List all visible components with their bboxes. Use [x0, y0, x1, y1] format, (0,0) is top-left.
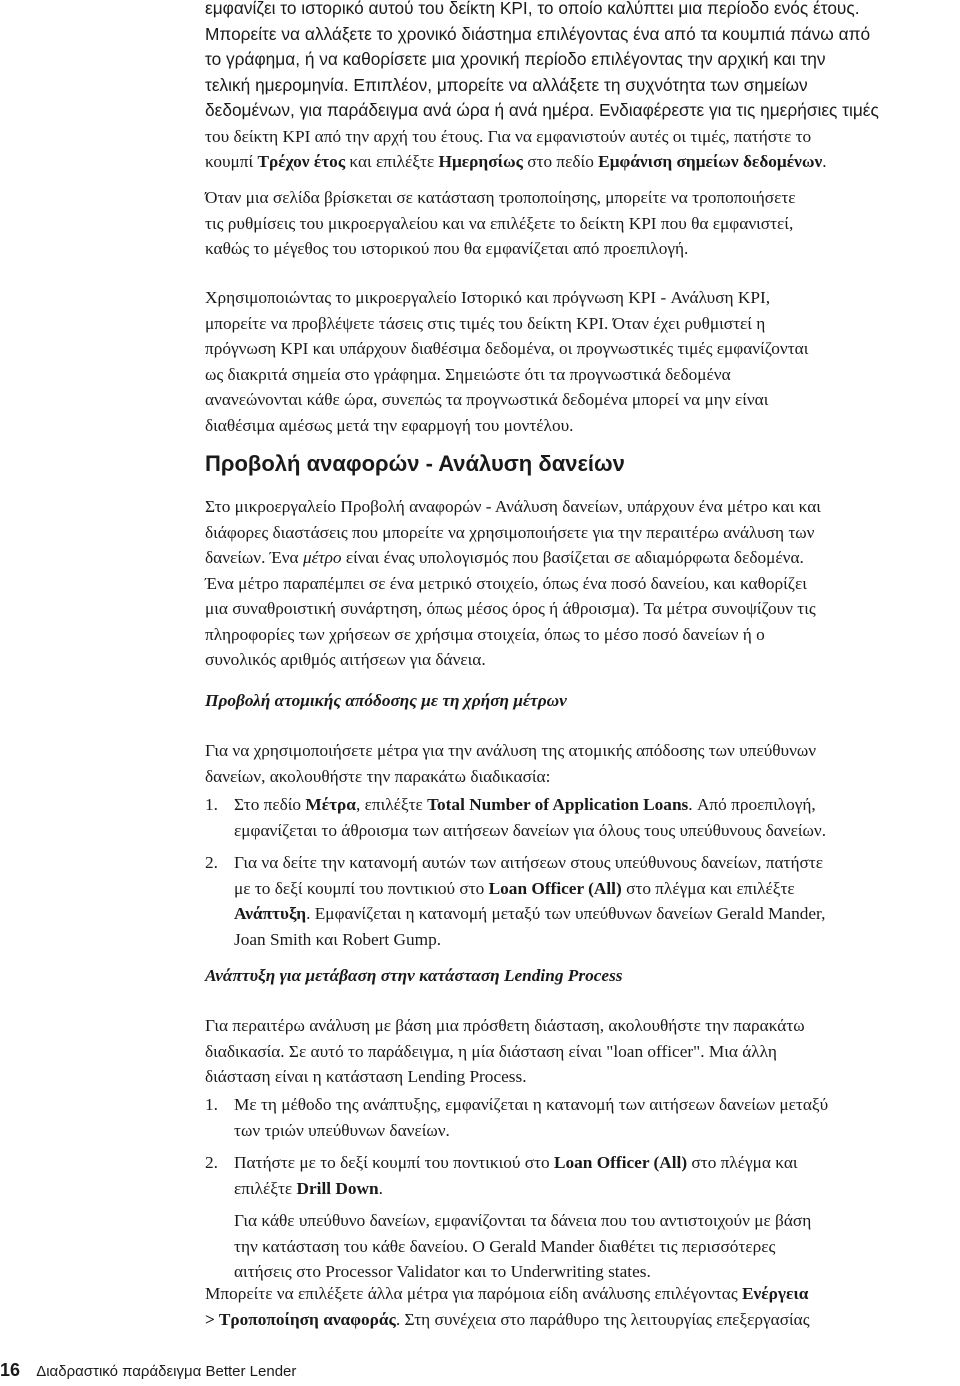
- text-line: Joan Smith και Robert Gump.: [234, 929, 442, 949]
- text-line: Όταν μια σελίδα βρίσκεται σε κατάσταση τροποποίησης, μπορείτε να τροποποιήσετε: [205, 188, 796, 207]
- measure-option-ref: Total Number of Application Loans: [427, 795, 689, 814]
- footer-title: Διαδραστικό παράδειγμα Better Lender: [36, 1363, 297, 1380]
- text-line: ανανεώνονται κάθε ώρα, συνεπώς τα προγνωστικά δεδομένα μπορεί να μην είναι: [205, 390, 769, 409]
- edit-mode-paragraph: [205, 185, 947, 262]
- list-item: [205, 792, 947, 843]
- text-line: δεδομένων, για παράδειγμα ανά ώρα ή ανά ημέρα. Ενδιαφέρεστε για τις ημερήσιες τιμές: [205, 100, 879, 120]
- text-line: διάφορες διαστάσεις που μπορείτε να χρησιμοποιήσετε για την περαιτέρω ανάλυση των: [205, 522, 815, 542]
- expand-option-ref: Ανάπτυξη: [234, 904, 307, 923]
- intro-paragraph: [205, 0, 947, 175]
- text-line: Στο πεδίο Μέτρα, επιλέξτε Total Number of Application Loans. Από προεπιλογή,: [234, 795, 816, 814]
- current-year-button-ref: Τρέχον έτος: [257, 152, 346, 171]
- dimension-paragraph: [205, 1013, 947, 1090]
- text-line: πρόγνωση KPI και υπάρχουν διαθέσιμα δεδομένα, οι προγνωστικές τιμές εμφανίζονται: [205, 339, 809, 358]
- text-line: επιλέξτε Drill Down.: [234, 1178, 383, 1198]
- action-menu-ref: Ενέργεια: [742, 1284, 809, 1303]
- procedure-list: [205, 792, 947, 952]
- text-line: την κατάσταση του κάθε δανείου. O Gerald Mander διαθέτει τις περισσότερες: [234, 1236, 776, 1256]
- list-number: 2.: [205, 853, 218, 872]
- measure-term: μέτρο: [302, 548, 342, 567]
- text-line: Μπορείτε να αλλάξετε το χρονικό διάστημα επιλέγοντας ένα από τα κουμπιά πάνω από: [205, 23, 871, 44]
- modify-report-ref: > Τροποποίηση αναφοράς: [205, 1309, 396, 1329]
- list-item: [205, 850, 947, 952]
- text-line: > Τροποποίηση αναφοράς. Στη συνέχεια στο παράθυρο της λειτουργίας επεξεργασίας: [205, 1309, 810, 1329]
- text-line: εμφανίζεται το άθροισμα των αιτήσεων δανείων για όλους τους υπεύθυνους δανείων.: [234, 820, 827, 840]
- text-line: μια συναθροιστική συνάρτηση, όπως μέσος όρος ή άθροισμα). Τα μέτρα συνοψίζουν τις: [205, 599, 816, 618]
- text-line: πληροφορίες των χρήσεων σε χρήσιμα στοιχεία, όπως το μέσο ποσό δανείων ή ο: [205, 624, 765, 644]
- text-line: ως διακριτά σημεία στο γράφημα. Σημειώστε ότι τα προγνωστικά δεδομένα: [205, 364, 731, 384]
- page-number: 16: [0, 1360, 21, 1380]
- text-line: Για περαιτέρω ανάλυση με βάση μια πρόσθετη διάσταση, ακολουθήστε την παρακάτω: [205, 1016, 805, 1035]
- procedure-intro: [205, 738, 947, 789]
- list-number: 2.: [205, 1153, 218, 1172]
- text-line: Μπορείτε να επιλέξετε άλλα μέτρα για παρόμοια είδη ανάλυσης επιλέγοντας Ενέργεια: [205, 1284, 809, 1303]
- text-line: τελική ημερομηνία. Επιπλέον, μπορείτε να αλλάξετε τη συχνότητα των σημείων: [205, 74, 808, 95]
- text-line: διάσταση είναι η κατάσταση Lending Process.: [205, 1067, 527, 1086]
- text-line: τις ρυθμίσεις του μικροεργαλείου και να επιλέξετε το δείκτη KPI που θα εμφανιστεί,: [205, 213, 794, 233]
- loan-officer-ref: Loan Officer (All): [554, 1153, 688, 1172]
- data-points-field-ref: Εμφάνιση σημείων δεδομένων: [598, 152, 823, 171]
- text-line: Ένα μέτρο παραπέμπει σε ένα μετρικό στοιχείο, όπως ένα ποσό δανείου, και καθορίζει: [205, 573, 807, 593]
- drill-down-ref: Drill Down: [296, 1178, 379, 1198]
- forecast-paragraph: [205, 285, 947, 438]
- text-line: Με τη μέθοδο της ανάπτυξης, εμφανίζεται η κατανομή των αιτήσεων δανείων μεταξύ: [234, 1095, 829, 1114]
- other-measures-paragraph: [205, 1281, 947, 1332]
- text-line: με το δεξί κουμπί του ποντικιού στο Loan Officer (All) στο πλέγμα και επιλέξτε: [234, 878, 795, 898]
- subsection-heading: Ανάπτυξη για μετάβαση στην κατάσταση Lending Process: [205, 966, 623, 985]
- text-line: του δείκτη KPI από την αρχή του έτους. Για να εμφανιστούν αυτές οι τιμές, πατήστε το: [205, 126, 812, 146]
- loan-analysis-paragraph: [205, 494, 947, 673]
- text-line: συνολικός αριθμός αιτήσεων για δάνεια.: [205, 650, 486, 669]
- text-line: διαδικασία. Σε αυτό το παράδειγμα, η μία διάσταση είναι "loan officer". Μια άλλη: [205, 1041, 777, 1061]
- text-line: Πατήστε με το δεξί κουμπί του ποντικιού στο Loan Officer (All) στο πλέγμα και: [234, 1153, 798, 1172]
- list-number: 1.: [205, 795, 218, 814]
- text-line: Για να χρησιμοποιήσετε μέτρα για την ανάλυση της ατομικής απόδοσης των υπεύθυνων: [205, 741, 817, 760]
- drill-down-list: [205, 1092, 947, 1285]
- list-number: 1.: [205, 1095, 218, 1114]
- text-line: μπορείτε να προβλέψετε τάσεις στις τιμές του δείκτη KPI. Όταν έχει ρυθμιστεί η: [205, 313, 766, 333]
- text-line: δανείων, ακολουθήστε την παρακάτω διαδικασία:: [205, 766, 551, 786]
- list-item: [205, 1150, 947, 1285]
- text-line: διαθέσιμα αμέσως μετά την εφαρμογή του μοντέλου.: [205, 415, 574, 435]
- text-line: των τριών υπεύθυνων δανείων.: [234, 1120, 450, 1140]
- text-line: Για κάθε υπεύθυνο δανείων, εμφανίζονται τα δάνεια που του αντιστοιχούν με βάση: [234, 1211, 812, 1230]
- text-line: το γράφημα, ή να καθορίσετε μια χρονική περίοδο επιλέγοντας την αρχική και την: [205, 49, 826, 69]
- text-line: δανείων. Ένα μέτρο είναι ένας υπολογισμός που βασίζεται σε αδιαμόρφωτα δεδομένα.: [205, 548, 804, 567]
- page-footer: [0, 1360, 296, 1381]
- text-line: Ανάπτυξη. Εμφανίζεται η κατανομή μεταξύ των υπεύθυνων δανείων Gerald Mander,: [234, 904, 826, 923]
- text-line: κουμπί Τρέχον έτος και επιλέξτε Ημερησίως στο πεδίο Εμφάνιση σημείων δεδομένων.: [205, 152, 827, 171]
- subsection-heading: Προβολή ατομικής απόδοσης με τη χρήση μέτρων: [205, 691, 567, 710]
- text-line: καθώς το μέγεθος του ιστορικού που θα εμφανίζεται από προεπιλογή.: [205, 239, 689, 258]
- loan-officer-ref: Loan Officer (All): [488, 878, 622, 898]
- text-line: αιτήσεις στο Processor Validator και το Underwriting states.: [234, 1262, 651, 1281]
- measures-field-ref: Μέτρα: [305, 795, 356, 814]
- text-line: Στο μικροεργαλείο Προβολή αναφορών - Ανάλυση δανείων, υπάρχουν ένα μέτρο και και: [205, 497, 821, 516]
- daily-option-ref: Ημερησίως: [438, 152, 523, 171]
- list-note: [234, 1208, 947, 1285]
- text-line: Για να δείτε την κατανομή αυτών των αιτήσεων στους υπεύθυνους δανείων, πατήστε: [234, 853, 823, 872]
- section-heading: Προβολή αναφορών - Ανάλυση δανείων: [205, 451, 625, 476]
- text-line: εμφανίζει το ιστορικό αυτού του δείκτη KPI, το οποίο καλύπτει μια περίοδο ενός έτους.: [205, 0, 860, 18]
- list-item: [205, 1092, 947, 1143]
- text-line: Χρησιμοποιώντας το μικροεργαλείο Ιστορικό και πρόγνωση KPI - Ανάλυση KPI,: [205, 288, 771, 307]
